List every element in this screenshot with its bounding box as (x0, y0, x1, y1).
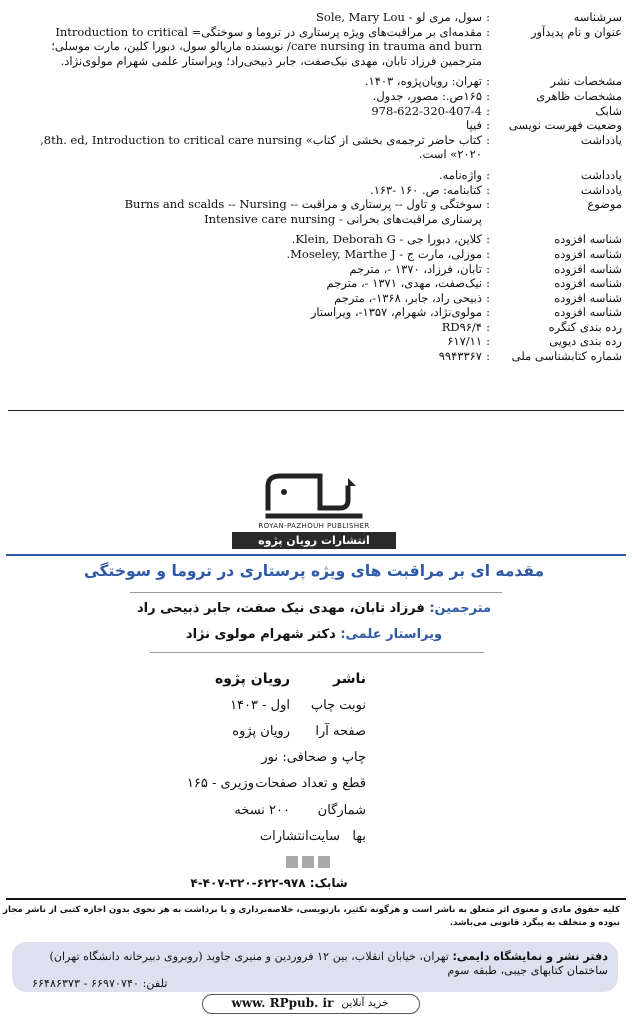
translators-line (10, 601, 618, 616)
cip-label: عنوان و نام پدیدآور (530, 24, 622, 39)
copyright-notice (3, 904, 620, 930)
editor-line (10, 627, 618, 642)
phone-label: تلفن: (142, 977, 168, 990)
cip-label: شناسه افزوده (554, 232, 622, 247)
imprint-value: نور (261, 750, 278, 766)
cip-label: شناسه افزوده (554, 261, 622, 276)
cip-value: سوختگی و تاول -- پرستاری و مراقبت -- Burns and scalds -- Nursing (124, 197, 482, 212)
cip-label: شماره کتابشناسی ملی (511, 349, 622, 364)
cip-row-lc-class: رده بندی کنگره : RD۹۶/۴ (14, 320, 622, 335)
cip-value: تهران: رویان‌پژوه، ۱۴۰۳. (364, 74, 482, 89)
cip-row-national-number: شماره کتابشناسی ملی : ۹۹۴۳۳۶۷ (14, 349, 622, 364)
cip-label: شناسه افزوده (554, 290, 622, 305)
cip-row-isbn: شابک : 978-622-320-407-4 (14, 104, 622, 119)
imprint-row-publisher (200, 666, 366, 692)
cip-value: مولوی‌نژاد، شهرام، ۱۳۵۷-، ویراستار (310, 305, 482, 320)
copyright-notice-line: کلیه حقوق مادی و معنوی اثر متعلق به ناشر است و هرگونه تکثیر، بازنویسی، خلاصه‌برداری و یا برداشت به هر نحوی بدون اجازه کتبی از ناشر مجاز (3, 905, 620, 915)
address-label: دفتر نشر و نمایشگاه دایمی: (452, 950, 608, 963)
editor-name: دکتر شهرام مولوی نژاد (185, 627, 336, 642)
cip-label: وضعیت فهرست نویسی (508, 118, 622, 133)
credits-underline (150, 652, 484, 653)
cip-label: موضوع (587, 197, 622, 212)
website-line (210, 996, 410, 1010)
address-text (22, 950, 608, 977)
online-purchase-label: خرید آنلاین (341, 997, 389, 1009)
cip-value: کلاین، دبورا جی - Klein, Deborah G. (291, 232, 482, 247)
cip-value: سول، مری لو - Sole, Mary Lou (316, 10, 482, 24)
imprint-block (186, 666, 366, 849)
imprint-label: شمارگان (317, 802, 366, 818)
cip-row-added-entry: شناسه افزوده : کلاین، دبورا جی - Klein, Deborah G. (14, 232, 622, 247)
imprint-value: رویان پژوه (232, 723, 290, 739)
book-title: مقدمه ای بر مراقبت های ویژه پرستاری در تروما و سوختگی (83, 562, 545, 580)
cip-row-added-entry: شناسه افزوده : تابان، فرزاد، ۱۳۷۰ -، مترجم (14, 262, 622, 277)
cip-label: سرشناسه (573, 10, 622, 24)
cip-row-publication: مشخصات نشر : تهران: رویان‌پژوه، ۱۴۰۳. (14, 74, 622, 89)
imprint-label: صفحه آرا (315, 723, 366, 739)
cip-value: واژه‌نامه. (438, 167, 482, 182)
cip-row-subject: موضوع : سوختگی و تاول -- پرستاری و مراقبت -- Burns and scalds -- Nursing پرستاری مراقبت‌های بحرانی - Intensive care nursing (14, 197, 622, 226)
cip-divider (8, 410, 624, 411)
cip-row-dewey-class: رده بندی دیویی : ۶۱۷/۱۱ (14, 334, 622, 349)
imprint-value: اول - ۱۴۰۳ (230, 697, 290, 713)
cip-label: شناسه افزوده (554, 246, 622, 261)
cip-value: RD۹۶/۴ (441, 319, 482, 334)
cip-label: یادداشت (580, 167, 622, 182)
imprint-value: ۲۰۰ نسخه (234, 802, 290, 818)
cip-label: یادداشت (580, 182, 622, 197)
cip-value: پرستاری مراقبت‌های بحرانی - Intensive care nursing (204, 211, 482, 226)
imprint-row-layout (200, 718, 366, 744)
imprint-label: چاپ و صحافی: (282, 750, 366, 766)
address-line: ساختمان کتابهای جیبی، طبقه سوم (447, 963, 608, 977)
imprint-value: سایت‌انتشارات (259, 828, 340, 844)
cip-label: شناسه افزوده (554, 276, 622, 291)
logo-english-text: ROYAN-PAZHOUH PUBLISHER (258, 522, 370, 530)
cip-value: ۶۱۷/۱۱ (447, 334, 482, 349)
cip-label: یادداشت (580, 132, 622, 147)
cip-row-note: یادداشت : کتابنامه: ص. ۱۶۰ -۱۶۳. (14, 183, 622, 198)
cip-value: کتاب حاضر ترجمه‌ی بخشی از کتاب» 8th. ed, Introduction to critical care nursing, (40, 132, 482, 147)
cip-row-added-entry: شناسه افزوده : نیک‌صفت، مهدی، ۱۳۷۱ -، مترجم (14, 276, 622, 291)
imprint-label: ناشر (333, 671, 366, 688)
cip-label: شابک (595, 103, 622, 118)
cip-value: ۲۰۲۰» است. (418, 147, 482, 162)
phone-numbers: ۶۶۹۷۰۷۴۰ - ۶۶۴۸۶۳۷۳ (32, 977, 140, 990)
imprint-value: رویان پژوه (214, 671, 290, 688)
cip-value: موزلی، مارت ج - Moseley, Marthe J. (286, 246, 482, 261)
cip-value: ذبیحی راد، جابر، ۱۳۶۸-، مترجم (334, 290, 482, 305)
imprint-row-printing (200, 745, 366, 771)
cip-value: 978-622-320-407-4 (371, 103, 482, 118)
cip-row-author: سرشناسه : سول، مری لو - Sole, Mary Lou (14, 10, 622, 25)
cip-row-note: یادداشت : کتاب حاضر ترجمه‌ی بخشی از کتاب» 8th. ed, Introduction to critical care nursing, ۲۰۲۰» است. (14, 133, 622, 162)
website-link[interactable]: www. RPpub. ir (231, 996, 334, 1010)
editor-label: ویراستار علمی: (340, 627, 443, 642)
cip-row-added-entry: شناسه افزوده : مولوی‌نژاد، شهرام، ۱۳۵۷-، ویراستار (14, 305, 622, 320)
imprint-label: نوبت چاپ (310, 697, 366, 713)
imprint-row-format (186, 771, 366, 797)
cip-row-title: عنوان و نام پدیدآور : مقدمه‌ای بر مراقبت‌های ویژه پرستاری در تروما و سوختگی= Introduction to critical care nursing in trauma and burn/ نویسنده ماریالو سول، دبورا کلین، مارت موسلی؛ مترجمین فرزاد تابان، مهدی نیک‌صفت، جابر ذبیحی‌راد؛ ویراستار علمی شهرام مولوی‌نژاد. (14, 25, 622, 69)
copyright-notice-line: نبوده و متخلف به پیگرد قانونی می‌باشد. (449, 918, 620, 928)
cip-label: مشخصات نشر (550, 74, 622, 89)
translators-label: مترجمین: (429, 601, 492, 616)
phone-line (32, 977, 167, 990)
cip-value: فیپا (466, 118, 482, 133)
cip-row-note: یادداشت : واژه‌نامه. (14, 168, 622, 183)
cip-value: نیک‌صفت، مهدی، ۱۳۷۱ -، مترجم (326, 276, 482, 291)
imprint-row-price (200, 823, 366, 849)
cip-label: شناسه افزوده (554, 305, 622, 320)
cip-value: مقدمه‌ای بر مراقبت‌های ویژه پرستاری در تروما و سوختگی= Introduction to critical (55, 24, 482, 39)
title-divider (6, 554, 626, 556)
imprint-label: قطع و تعداد صفحات (255, 776, 366, 792)
cip-value: کتابنامه: ص. ۱۶۰ -۱۶۳. (370, 182, 482, 197)
imprint-row-circulation (200, 797, 366, 823)
cip-value: care nursing in trauma and burn/ نویسنده ماریالو سول، دبورا کلین، مارت موسلی؛ (51, 39, 482, 54)
cip-row-added-entry: شناسه افزوده : موزلی، مارت ج - Moseley, Marthe J. (14, 247, 622, 262)
cip-row-status: وضعیت فهرست نویسی : فیپا (14, 118, 622, 133)
cip-row-added-entry: شناسه افزوده : ذبیحی راد، جابر، ۱۳۶۸-، مترجم (14, 291, 622, 306)
rights-divider (6, 898, 626, 900)
imprint-label: بها (352, 828, 366, 844)
decorative-squares-icon (286, 856, 330, 868)
cip-catalog-block (14, 10, 622, 364)
cip-label: مشخصات ظاهری (536, 88, 622, 103)
address-line: تهران، خیابان انقلاب، بین ۱۲ فروردین و منیری جاوید (روبروی دبیرخانه دانشگاه تهران) (49, 950, 449, 963)
cip-value: ۹۹۴۳۳۶۷ (438, 349, 482, 364)
title-underline (130, 592, 502, 593)
translators-names: فرزاد تابان، مهدی نیک صفت، جابر ذبیحی راد (136, 601, 425, 616)
cip-row-physical: مشخصات ظاهری : ۱۶۵ص.: مصور، جدول. (14, 89, 622, 104)
isbn-line: شابک: ۹۷۸-۶۲۲-۳۲۰-۴۰۷-۴ (190, 876, 348, 890)
imprint-value: وزیری - ۱۶۵ (186, 776, 254, 792)
cip-value: ۱۶۵ص.: مصور، جدول. (372, 88, 482, 103)
cip-value: تابان، فرزاد، ۱۳۷۰ -، مترجم (349, 261, 482, 276)
cip-label: رده بندی کنگره (548, 319, 622, 334)
logo-persian-text: انتشارات رویان پژوه (232, 532, 396, 549)
cip-value: مترجمین فرزاد تابان، مهدی نیک‌صفت، جابر ذبیحی‌راد؛ ویراستار علمی شهرام مولوی‌نژاد. (60, 53, 482, 68)
cip-label: رده بندی دیویی (549, 334, 622, 349)
imprint-row-edition (200, 692, 366, 718)
